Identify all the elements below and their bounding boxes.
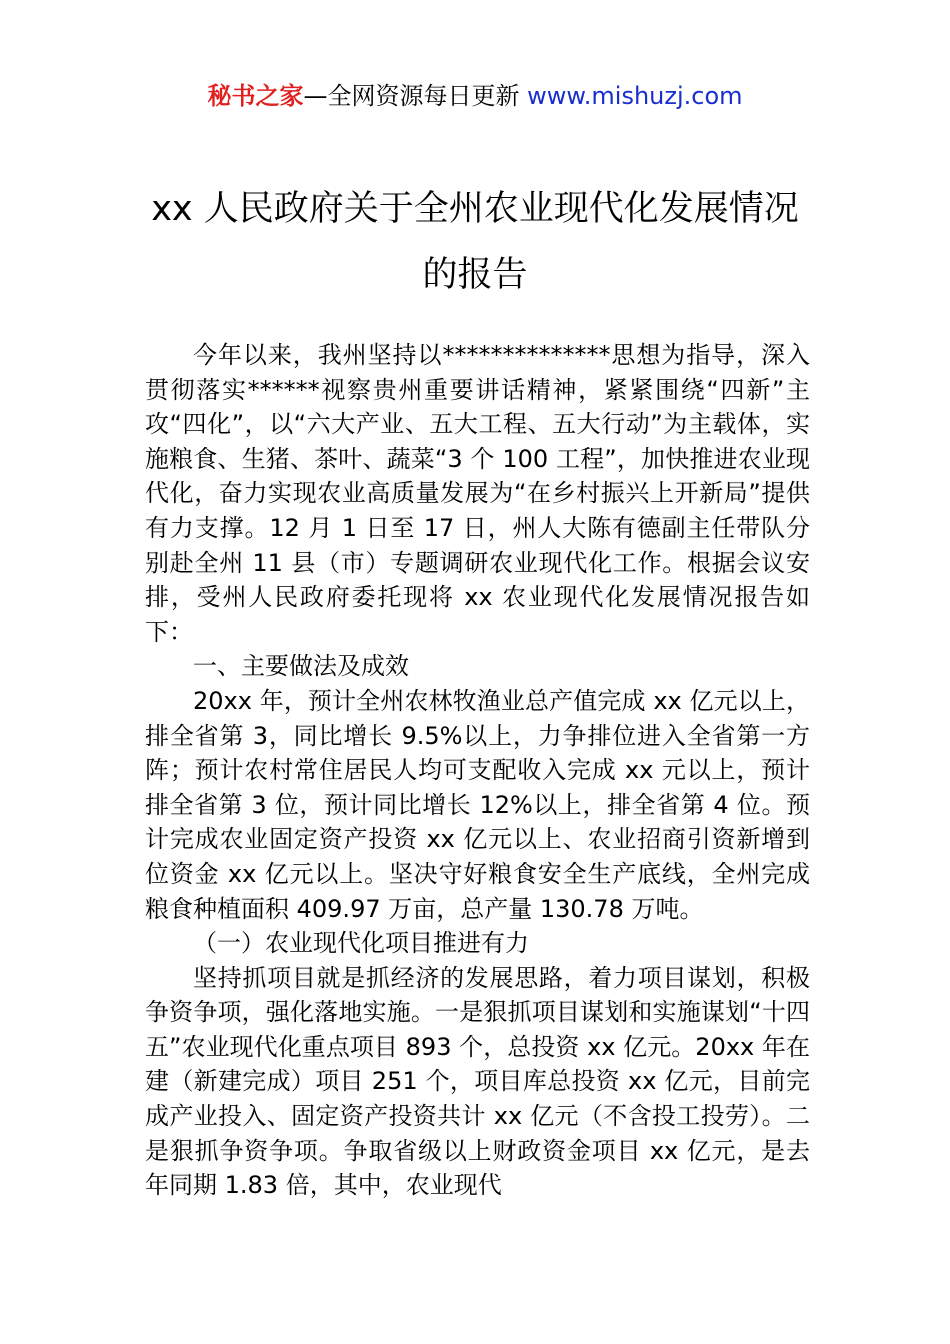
site-url-link[interactable]: www.mishuzj.com <box>527 82 743 110</box>
document-body <box>145 338 810 1203</box>
subsection-heading-1: （一）农业现代化项目推进有力 <box>193 929 529 958</box>
paragraph-intro: 今年以来，我州坚持以**************思想为指导，深入贯彻落实******视察贵州重要讲话精神，紧紧围绕“四新”主攻“四化”，以“六大产业、五大工程、五大行动”为主载体，实施粮食、生猪、茶叶、蔬菜“3 个 100 工程”，加快推进农业现代化，奋力实现农业高质量发展为“在乡村振兴上开新局”提供有力支撑。12 月 1 日至 17 日，州人大陈有德副主任带队分别赴全州 11 县（市）专题调研农业现代化工作。根据会议安排，受州人民政府委托现将 xx 农业现代化发展情况报告如下： <box>145 341 810 646</box>
paragraph-achievements: 20xx 年，预计全州农林牧渔业总产值完成 xx 亿元以上，排全省第 3，同比增长 9.5%以上，力争排位进入全省第一方阵；预计农村常住居民人均可支配收入完成 xx 元以上，预计排全省第 3 位，预计同比增长 12%以上，排全省第 4 位。预计完成农业固定资产投资 xx 亿元以上、农业招商引资新增到位资金 xx 亿元以上。坚决守好粮食安全生产底线，全州完成粮食种植面积 409.97 万亩，总产量 130.78 万吨。 <box>145 686 810 923</box>
document-title <box>0 176 950 308</box>
title-line-1: xx 人民政府关于全州农业现代化发展情况 <box>151 189 799 229</box>
site-header <box>0 80 950 112</box>
brand-name: 秘书之家 <box>207 82 304 110</box>
paragraph-projects: 坚持抓项目就是抓经济的发展思路，着力项目谋划，积极争资争项，强化落地实施。一是狠抓项目谋划和实施谋划“十四五”农业现代化重点项目 893 个，总投资 xx 亿元。20xx 年在建（新建完成）项目 251 个，项目库总投资 xx 亿元，目前完成产业投入、固定资产投资共计 xx 亿元（不含投工投劳）。二是狠抓争资争项。争取省级以上财政资金项目 xx 亿元，是去年同期 1.83 倍，其中，农业现代 <box>145 963 810 1200</box>
section-heading-1: 一、主要做法及成效 <box>193 652 409 681</box>
header-tagline: —全网资源每日更新 <box>303 82 528 110</box>
title-line-2: 的报告 <box>422 255 528 295</box>
